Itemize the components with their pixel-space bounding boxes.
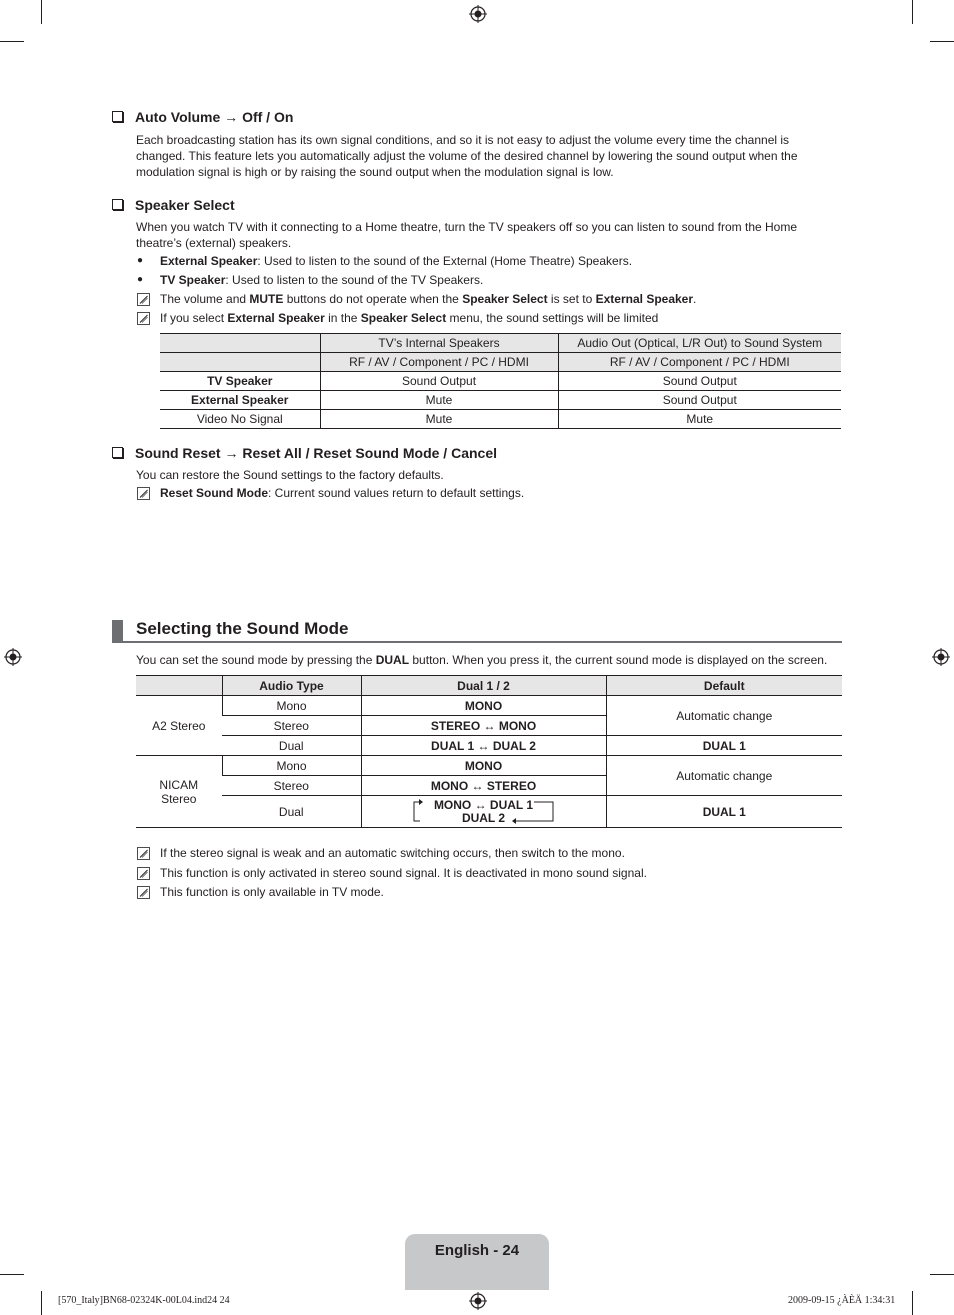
crop-mark [41, 1291, 42, 1315]
table-cell: Automatic change [606, 756, 842, 796]
note-term: Speaker Select [462, 292, 548, 306]
table-group-label [136, 756, 222, 828]
note-text: is set to [547, 292, 596, 306]
note-tv-mode: This function is only available in TV mode. [160, 885, 384, 899]
bullet-dot-icon: ● [137, 255, 144, 266]
registration-mark-icon [469, 5, 487, 23]
table-header-cell [136, 676, 222, 696]
note-mute-buttons [160, 292, 696, 306]
checkbox-bullet-icon [112, 199, 123, 210]
table-header-cell: Audio Type [222, 676, 361, 696]
print-slug-left: [570_Italy]BN68-02324K-00L04.ind24 24 [58, 1295, 230, 1306]
crop-mark [912, 1291, 913, 1315]
crop-mark [41, 0, 42, 24]
table-cell: Stereo [222, 716, 361, 736]
table-row-label: TV Speaker [160, 372, 320, 391]
heading-rule [112, 641, 842, 643]
checkbox-bullet-icon [112, 447, 123, 458]
auto-volume-body: Each broadcasting station has its own signal conditions, and so it is not easy to adjust the volume every time the channel is changed. This feature lets you automatically adjust the volume of the desired channel by lowering the sound output when the modulation signal is high or by raising the sound output when the modulation signal is low. [136, 133, 798, 179]
table-header-cell: Default [606, 676, 842, 696]
note-pencil-icon [137, 886, 150, 899]
note-reset-sound-mode [160, 486, 524, 500]
crop-mark [930, 41, 954, 42]
page-heading: Selecting the Sound Mode [136, 619, 349, 638]
crop-mark [0, 41, 24, 42]
table-cell [160, 334, 320, 353]
crop-mark [912, 0, 913, 24]
bullet-text: : Used to listen to the sound of the External (Home Theatre) Speakers. [257, 254, 633, 268]
intro-text: You can set the sound mode by pressing the [136, 653, 376, 667]
table-cell: Automatic change [606, 696, 842, 736]
table-row [160, 410, 841, 429]
table-header-cell: RF / AV / Component / PC / HDMI [320, 353, 558, 372]
group-label-line: Stereo [161, 791, 197, 806]
table-row [136, 796, 842, 828]
crop-mark [930, 1274, 954, 1275]
note-term: MUTE [249, 292, 284, 306]
note-pencil-icon [137, 487, 150, 500]
sound-reset-title: Sound Reset → Reset All / Reset Sound Mode / Cancel [135, 445, 497, 461]
bullet-tv-speaker [160, 273, 483, 287]
note-text: . [693, 292, 697, 306]
sound-mode-table [136, 675, 842, 828]
note-text: If you select [160, 311, 228, 325]
table-row [160, 391, 841, 410]
bullet-term: TV Speaker [160, 273, 226, 287]
auto-volume-title: Auto Volume → Off / On [135, 109, 294, 125]
table-cell: MONO ↔ STEREO [361, 776, 606, 796]
table-cell: Mute [558, 410, 841, 429]
note-pencil-icon [137, 847, 150, 860]
crop-mark [0, 1274, 24, 1275]
table-cell: Sound Output [320, 372, 558, 391]
table-cell-cycle [361, 796, 606, 828]
registration-mark-icon [4, 648, 22, 666]
note-term: Speaker Select [360, 311, 447, 325]
table-cell: DUAL 1 ↔ DUAL 2 [361, 736, 606, 756]
cycle-line: DUAL 2 [461, 810, 506, 825]
table-row [160, 372, 841, 391]
note-term: External Speaker [227, 311, 325, 325]
registration-mark-icon [932, 648, 950, 666]
table-cell: Dual [222, 796, 361, 828]
sound-mode-intro [136, 653, 827, 667]
table-row [136, 696, 842, 716]
note-text: : Current sound values return to default settings. [268, 486, 525, 500]
table-cell: MONO [361, 756, 606, 776]
table-cell [160, 353, 320, 372]
section-title-speaker-select [112, 197, 235, 213]
table-cell: Mute [320, 391, 558, 410]
note-pencil-icon [137, 293, 150, 306]
sound-reset-body: You can restore the Sound settings to the factory defaults. [136, 468, 444, 482]
table-row-label: Video No Signal [160, 410, 320, 429]
bullet-text: : Used to listen to the sound of the TV Speakers. [225, 273, 484, 287]
section-title-auto-volume [112, 109, 293, 125]
note-term: Reset Sound Mode [160, 486, 269, 500]
table-row [136, 736, 842, 756]
table-cell: MONO [361, 696, 606, 716]
note-text: buttons do not operate when the [283, 292, 463, 306]
registration-mark-icon [469, 1292, 487, 1310]
table-header-cell: Audio Out (Optical, L/R Out) to Sound System [558, 334, 841, 353]
cycle-arrow-icon [412, 799, 557, 825]
table-header-cell: RF / AV / Component / PC / HDMI [558, 353, 841, 372]
note-stereo-only: This function is only activated in stereo sound signal. It is deactivated in mono sound signal. [160, 866, 647, 880]
note-settings-limited [160, 311, 658, 325]
table-cell: DUAL 1 [606, 736, 842, 756]
table-cell: Stereo [222, 776, 361, 796]
table-cell: Mono [222, 696, 361, 716]
note-text: menu, the sound settings will be limited [446, 311, 659, 325]
table-cell: STEREO ↔ MONO [361, 716, 606, 736]
note-stereo-weak: If the stereo signal is weak and an automatic switching occurs, then switch to the mono. [160, 846, 625, 860]
note-pencil-icon [137, 312, 150, 325]
speaker-select-title: Speaker Select [135, 197, 235, 213]
table-cell: Dual [222, 736, 361, 756]
speaker-select-body: When you watch TV with it connecting to a Home theatre, turn the TV speakers off so you can listen to sound from the Home theatre’s (external) speakers. [136, 220, 798, 250]
table-group-label: A2 Stereo [136, 696, 222, 756]
intro-text: button. When you press it, the current sound mode is displayed on the screen. [409, 653, 828, 667]
group-label-line: NICAM [159, 777, 199, 792]
table-cell: Sound Output [558, 391, 841, 410]
checkbox-bullet-icon [112, 111, 123, 122]
table-cell: Mute [320, 410, 558, 429]
note-pencil-icon [137, 867, 150, 880]
bullet-external-speaker [160, 254, 632, 268]
page-number: English - 24 [434, 1242, 520, 1259]
section-title-sound-reset [112, 445, 497, 461]
table-row [136, 756, 842, 776]
cycle-line: MONO ↔ DUAL 1 [433, 797, 534, 812]
bullet-term: External Speaker [160, 254, 258, 268]
table-cell: DUAL 1 [606, 796, 842, 828]
bullet-dot-icon: ● [137, 274, 144, 285]
print-slug-right: 2009-09-15 ¿ÀÈÄ 1:34:31 [788, 1295, 896, 1306]
table-header-cell: Dual 1 / 2 [361, 676, 606, 696]
table-row-label: External Speaker [160, 391, 320, 410]
note-text: in the [324, 311, 361, 325]
table-cell: Mono [222, 756, 361, 776]
table-cell: Sound Output [558, 372, 841, 391]
intro-term: DUAL [375, 653, 410, 667]
speaker-select-table [160, 333, 841, 429]
note-term: External Speaker [595, 292, 694, 306]
note-text: The volume and [160, 292, 250, 306]
heading-bar [112, 620, 123, 641]
table-header-cell: TV’s Internal Speakers [320, 334, 558, 353]
